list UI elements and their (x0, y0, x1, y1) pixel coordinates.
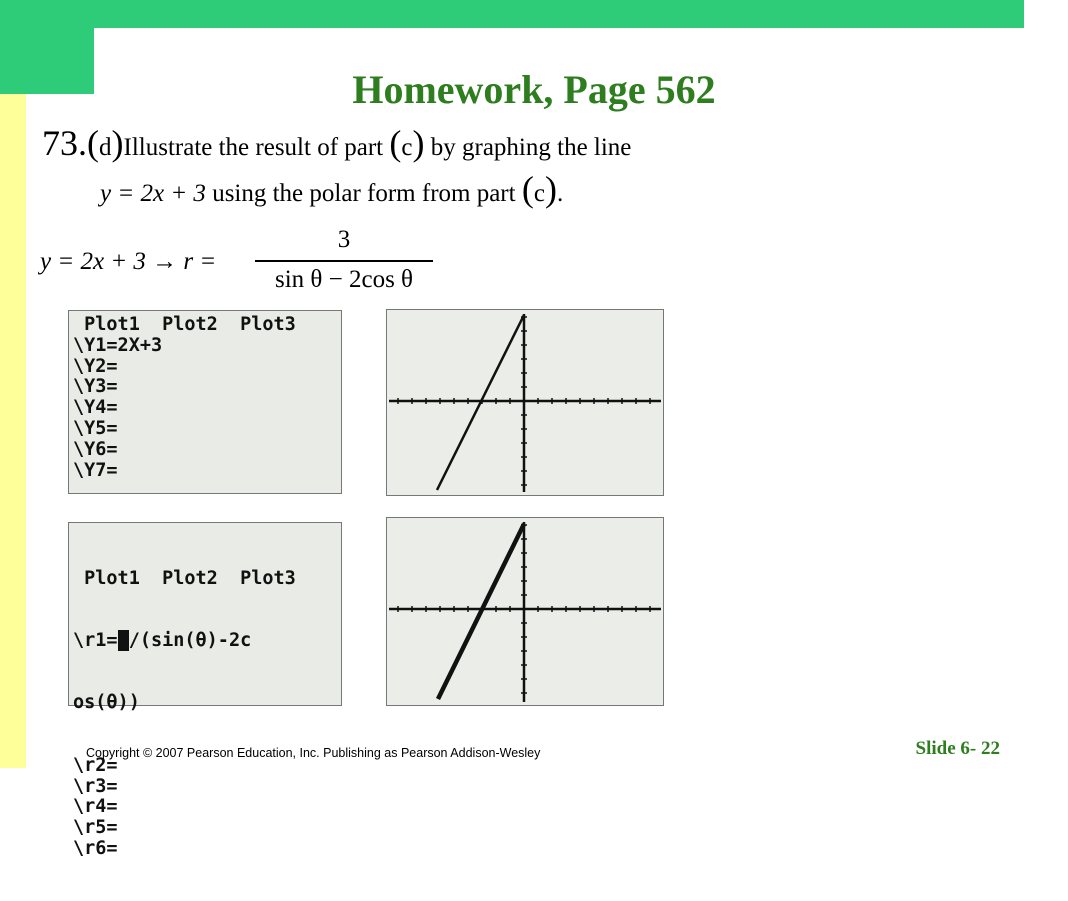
function-editor-line: Plot1 Plot2 Plot3 (73, 314, 296, 335)
polar-editor-line: \r5= (73, 817, 118, 839)
polar-editor-line: \r6= (73, 837, 118, 859)
function-editor-line: \Y6= (73, 438, 118, 460)
plotted-line (437, 315, 524, 490)
graph-polar (386, 517, 664, 706)
fraction-bar (255, 260, 433, 262)
problem-part: d (99, 134, 112, 161)
problem-line-2: y = 2x + 3 using the polar form from part (c). (100, 169, 564, 209)
problem-ref-1: c (401, 134, 413, 161)
function-editor-line: \Y3= (73, 376, 118, 398)
polar-editor-r1-wrap: os(θ)) (73, 692, 140, 714)
problem-period: . (556, 180, 564, 207)
problem-number: 73. (42, 123, 87, 163)
problem-ref-2: c (533, 180, 545, 207)
slide-title: Homework, Page 562 (352, 67, 716, 112)
problem-text-1-tail: by graphing the line (430, 134, 632, 161)
plotted-polar-line (438, 524, 524, 699)
polar-editor-line: \r3= (73, 775, 118, 797)
polar-fraction (255, 226, 433, 294)
polar-editor-text (69, 523, 341, 901)
problem-line-1: 73.(d)Illustrate the result of part (c) by graphing the line (42, 123, 632, 163)
r1-prefix: \r1= (73, 629, 118, 651)
graph-rectangular (386, 309, 664, 496)
copyright-text: Copyright © 2007 Pearson Education, Inc. Publishing as Pearson Addison-Wesley (86, 746, 541, 760)
function-editor-line: \Y1=2X+3 (73, 334, 163, 356)
graph-rectangular-plot (387, 310, 663, 495)
polar-editor-line: \r4= (73, 796, 118, 818)
problem-text-1: Illustrate the result of part (123, 134, 384, 161)
top-accent-bar (0, 0, 1024, 28)
function-editor-text (69, 311, 341, 481)
fraction-denominator: sin θ − 2cos θ (274, 266, 414, 293)
function-editor-line: \Y4= (73, 397, 118, 419)
equation-left-text: y = 2x + 3 → r = (40, 248, 217, 275)
graph-polar-plot (387, 518, 663, 705)
polar-editor-r1 (73, 631, 341, 652)
problem-equation: y = 2x + 3 (100, 180, 206, 207)
left-accent-strip (0, 94, 26, 768)
equation-left (40, 248, 216, 276)
r1-cursor: 3 (117, 629, 129, 651)
function-editor-line: \Y7= (73, 459, 118, 481)
slide-number: Slide 6- 22 (915, 738, 1000, 759)
calculator-function-editor (68, 310, 342, 494)
function-editor-line: \Y2= (73, 355, 118, 377)
function-editor-line: \Y5= (73, 417, 118, 439)
polar-editor-line: \r2= (73, 754, 118, 776)
r1-rest: /(sin(θ)-2c (128, 629, 252, 651)
problem-text-2: using the polar form from part (212, 180, 516, 207)
polar-editor-header: Plot1 Plot2 Plot3 (73, 567, 296, 589)
fraction-numerator: 3 (337, 226, 351, 253)
polar-editor-rest (73, 756, 341, 860)
